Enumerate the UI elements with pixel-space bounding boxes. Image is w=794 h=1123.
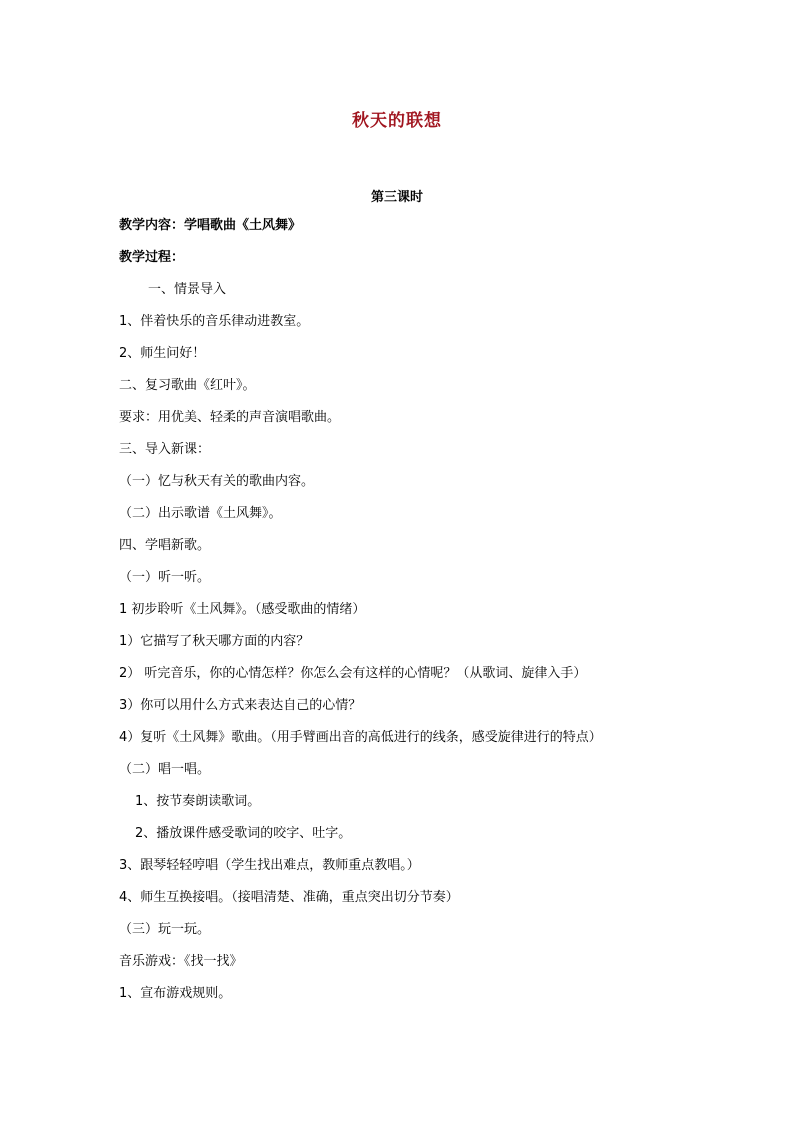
section-heading: 二、复习歌曲《红叶》。 (119, 378, 256, 393)
paragraph-line: 4）复听《土风舞》歌曲。（用手臂画出音的高低进行的线条，感受旋律进行的特点） (119, 730, 602, 745)
teaching-content: 教学内容：学唱歌曲《土风舞》 (119, 218, 302, 233)
paragraph-line: 音乐游戏：《找一找》 (119, 954, 243, 969)
paragraph-line: 2、播放课件感受歌词的咬字、吐字。 (135, 826, 352, 841)
paragraph-line: （二）出示歌谱《土风舞》。 (119, 506, 282, 521)
paragraph-line: 1 初步聆听《土风舞》。（感受歌曲的情绪） (119, 602, 366, 617)
paragraph-line: （三）玩一玩。 (119, 922, 211, 937)
paragraph-line: （一）忆与秋天有关的歌曲内容。 (119, 474, 315, 489)
lesson-subtitle: 第三课时 (370, 190, 423, 205)
paragraph-line: 1、宣布游戏规则。 (119, 986, 232, 1001)
section-heading: 三、导入新课： (119, 442, 211, 457)
paragraph-line: 3）你可以用什么方式来表达自己的心情？ (119, 698, 362, 713)
teaching-process-heading: 教学过程： (119, 250, 185, 265)
paragraph-line: 2） 听完音乐，你的心情怎样？你怎么会有这样的心情呢？（从歌词、旋律入手） (119, 666, 587, 681)
paragraph-line: 要求：用优美、轻柔的声音演唱歌曲。 (119, 410, 341, 425)
paragraph-line: （二）唱一唱。 (119, 762, 211, 777)
paragraph-line: 3、跟琴轻轻哼唱（学生找出难点，教师重点教唱。） (119, 858, 420, 873)
paragraph-line: 1、按节奏朗读歌词。 (135, 794, 261, 809)
paragraph-line: 4、师生互换接唱。（接唱清楚、准确，重点突出切分节奏） (119, 890, 459, 905)
section-heading: 一、情景导入 (148, 282, 227, 297)
section-heading: 四、学唱新歌。 (119, 538, 211, 553)
paragraph-line: 2、师生问好！ (119, 346, 206, 361)
paragraph-line: （一）听一听。 (119, 570, 211, 585)
paragraph-line: 1）它描写了秋天哪方面的内容？ (119, 634, 310, 649)
paragraph-line: 1、伴着快乐的音乐律动进教室。 (119, 314, 310, 329)
document-title: 秋天的联想 (352, 111, 442, 131)
